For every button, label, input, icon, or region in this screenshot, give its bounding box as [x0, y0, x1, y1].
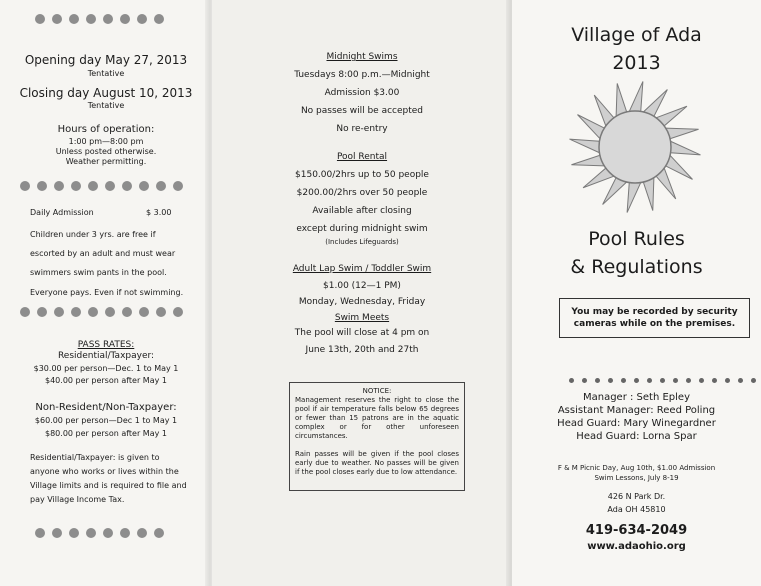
sun-icon: [565, 77, 705, 217]
nonresident-rate: $60.00 per person—Dec 1 to May 1: [34, 416, 178, 425]
rental-line: $150.00/2hrs up to 50 people: [295, 170, 429, 180]
hours-title: Hours of operation:: [57, 124, 155, 135]
year-title: 2013: [612, 52, 661, 74]
dot-divider: [569, 378, 761, 383]
closing-day: Closing day August 10, 2013: [19, 86, 193, 100]
lap-title: Adult Lap Swim / Toddler Swim: [292, 264, 432, 274]
sun-ray: [629, 81, 643, 111]
admission-label: Daily Admission: [30, 208, 94, 217]
sun-ray: [671, 141, 701, 155]
midnight-line: Tuesdays 8:00 p.m.—Midnight: [294, 70, 430, 80]
rental-line: $200.00/2hrs over 50 people: [296, 188, 428, 198]
resident-def-line: anyone who works or lives within the: [30, 467, 179, 476]
rental-note: (Includes Lifeguards): [325, 238, 399, 246]
rental-line: Available after closing: [312, 206, 412, 216]
resident-title: Residential/Taxpayer:: [57, 351, 155, 361]
resident-def-line: Residential/Taxpayer: is given to: [30, 453, 160, 462]
rules-title: Pool Rules: [588, 228, 685, 250]
resident-rate: $30.00 per person—Dec. 1 to May 1: [33, 364, 179, 373]
admission-line: escorted by an adult and must wear: [30, 249, 176, 258]
notice-paragraph: Rain passes will be given if the pool closes early due to weather. No passes will be given if the pool closes early due to low attendance.: [295, 450, 459, 476]
resident-def-line: pay Village Income Tax.: [30, 495, 125, 504]
sun-ray: [666, 128, 699, 139]
resident-rate: $40.00 per person after May 1: [45, 376, 167, 385]
admission-line: swimmers swim pants in the pool.: [30, 268, 167, 277]
midnight-line: No passes will be accepted: [300, 106, 424, 116]
meets-line: June 13th, 20th and 27th: [305, 345, 419, 355]
middle-panel: [212, 0, 512, 586]
sun-ray: [569, 139, 599, 153]
meets-title: Swim Meets: [334, 313, 390, 323]
address-line: Ada OH 45810: [607, 505, 666, 514]
sun-ray: [616, 83, 627, 116]
midnight-title: Midnight Swims: [326, 52, 398, 62]
meets-line: The pool will close at 4 pm on: [294, 328, 430, 338]
admission-line: Everyone pays. Even if not swimming.: [30, 288, 184, 297]
notice-paragraph: Management reserves the right to close the pool if air temperature falls below 65 degrees or fewer than 15 patrons are in the aquatic complex or for other unforeseen circumstances.: [295, 396, 459, 440]
left-panel: [0, 0, 212, 586]
sun-ray: [627, 183, 641, 213]
staff-guard: Head Guard: Mary Winegardner: [557, 418, 716, 429]
phone-number: 419-634-2049: [585, 523, 688, 538]
dot-divider: [35, 14, 164, 24]
rental-line: except during midnight swim: [296, 224, 428, 234]
website-link[interactable]: www.adaohio.org: [587, 541, 686, 552]
admission-price: $ 3.00: [146, 208, 172, 217]
midnight-line: Admission $3.00: [324, 88, 400, 98]
sun-ray: [571, 155, 604, 166]
nonresident-title: Non-Resident/Non-Taxpayer:: [35, 402, 177, 413]
address-line: 426 N Park Dr.: [607, 492, 666, 501]
nonresident-rate: $80.00 per person after May 1: [45, 429, 167, 438]
lap-line: $1.00 (12—1 PM): [323, 281, 401, 291]
security-notice: You may be recorded by security cameras while on the premises.: [559, 298, 750, 338]
lap-line: Monday, Wednesday, Friday: [298, 297, 426, 307]
closing-tentative: Tentative: [87, 101, 125, 110]
event-line: F & M Picnic Day, Aug 10th, $1.00 Admission: [557, 464, 716, 472]
staff-guard: Head Guard: Lorna Spar: [576, 431, 697, 442]
dot-divider: [20, 307, 183, 317]
hours-line: 1:00 pm—8:00 pm: [68, 137, 144, 146]
dot-divider: [20, 181, 183, 191]
village-title: Village of Ada: [571, 24, 702, 46]
event-line: Swim Lessons, July 8-19: [594, 474, 679, 482]
opening-tentative: Tentative: [87, 69, 125, 78]
pass-rates-title: PASS RATES:: [77, 340, 135, 350]
admission-line: Children under 3 yrs. are free if: [30, 230, 156, 239]
staff-assistant: Assistant Manager: Reed Poling: [557, 405, 716, 416]
notice-box: [289, 382, 465, 491]
sun-ray: [643, 178, 654, 211]
midnight-line: No re-entry: [336, 124, 388, 134]
hours-line: Unless posted otherwise.: [55, 147, 157, 156]
opening-day: Opening day May 27, 2013: [24, 53, 188, 67]
resident-def-label: Residential/Taxpayer:: [30, 453, 116, 462]
notice-title: NOTICE:: [362, 387, 392, 395]
staff-manager: Manager : Seth Epley: [582, 392, 690, 403]
resident-def-line: Village limits and is required to file and: [30, 481, 187, 490]
dot-divider: [35, 528, 164, 538]
rental-title: Pool Rental: [336, 152, 388, 162]
regulations-title: & Regulations: [570, 256, 703, 278]
hours-line: Weather permitting.: [65, 157, 147, 166]
cover-panel: [512, 0, 761, 586]
